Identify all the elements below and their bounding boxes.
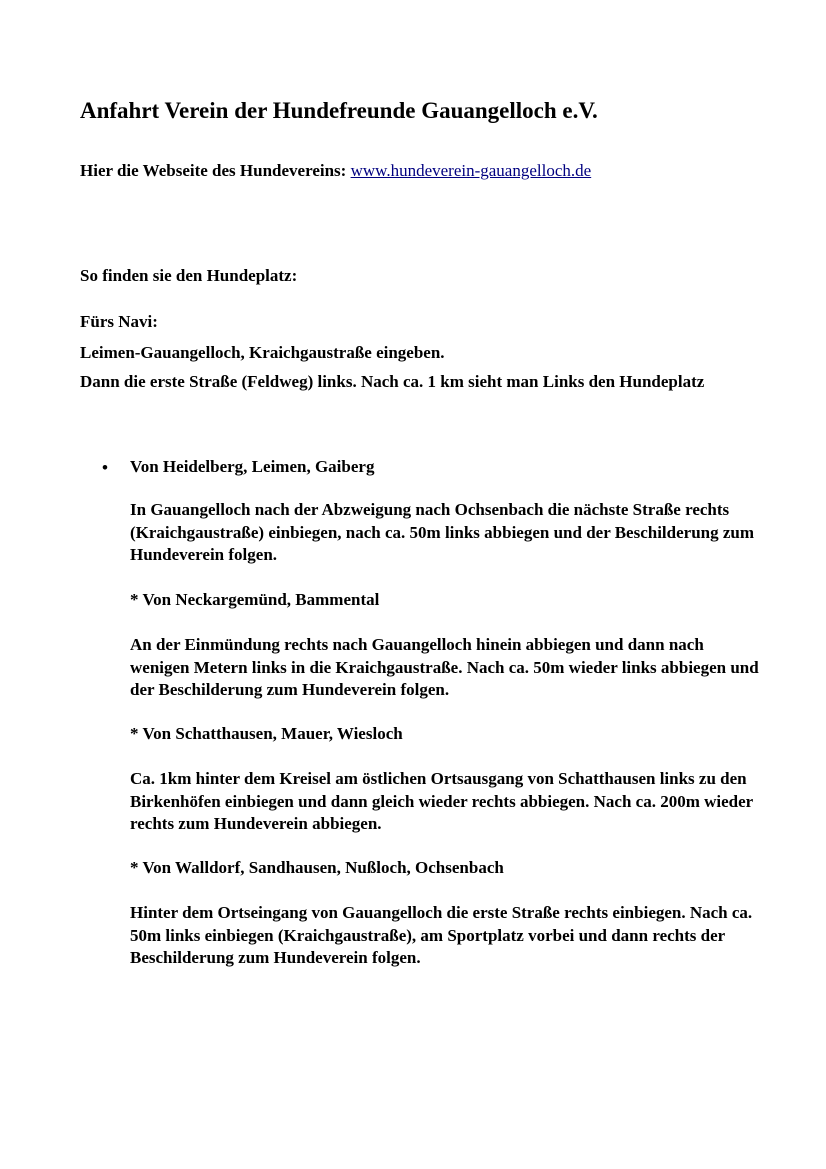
intro-text: So finden sie den Hundeplatz: — [80, 266, 298, 285]
route-text-heidelberg: In Gauangelloch nach der Abzweigung nach Ochsenbach die nächste Straße rechts (Kraichgaustraße) einbiegen, nach ca. 50m links abbiegen und der Beschilderung zum Hundeverein folgen. — [130, 500, 755, 564]
navi-line-2: Dann die erste Straße (Feldweg) links. Nach ca. 1 km sieht man Links den Hundeplatz — [80, 372, 705, 391]
route-heading-neckargemuend: * Von Neckargemünd, Bammental — [130, 590, 380, 609]
route-heading-heidelberg: Von Heidelberg, Leimen, Gaiberg — [130, 457, 375, 476]
route-heading-schatthausen: * Von Schatthausen, Mauer, Wiesloch — [130, 724, 403, 743]
website-label: Hier die Webseite des Hundevereins: — [80, 161, 351, 180]
website-line — [80, 161, 591, 181]
navi-heading: Fürs Navi: — [80, 312, 158, 331]
navi-line-1: Leimen-Gauangelloch, Kraichgaustraße eingeben. — [80, 343, 445, 362]
route-text-walldorf: Hinter dem Ortseingang von Gauangelloch die erste Straße rechts einbiegen. Nach ca. 50m links einbiegen (Kraichgaustraße), am Sportplatz vorbei und dann rechts der Beschilderung zum Hundeverein folgen. — [130, 903, 753, 967]
route-text-schatthausen: Ca. 1km hinter dem Kreisel am östlichen Ortsausgang von Schatthausen links zu den Birkenhöfen einbiegen und dann gleich wieder rechts abbiegen. Nach ca. 200m wieder rechts zum Hundeverein abbiegen. — [130, 769, 753, 833]
page-title: Anfahrt Verein der Hundefreunde Gauangelloch e.V. — [80, 98, 598, 123]
website-link[interactable]: www.hundeverein-gauangelloch.de — [350, 161, 592, 180]
bullet-marker: • — [102, 458, 108, 477]
route-text-neckargemuend: An der Einmündung rechts nach Gauangelloch hinein abbiegen und dann nach wenigen Metern links in die Kraichgaustraße. Nach ca. 50m wieder links abbiegen und der Beschilderung zum Hundeverein folgen. — [130, 635, 759, 699]
route-heading-walldorf: * Von Walldorf, Sandhausen, Nußloch, Ochsenbach — [130, 858, 504, 877]
